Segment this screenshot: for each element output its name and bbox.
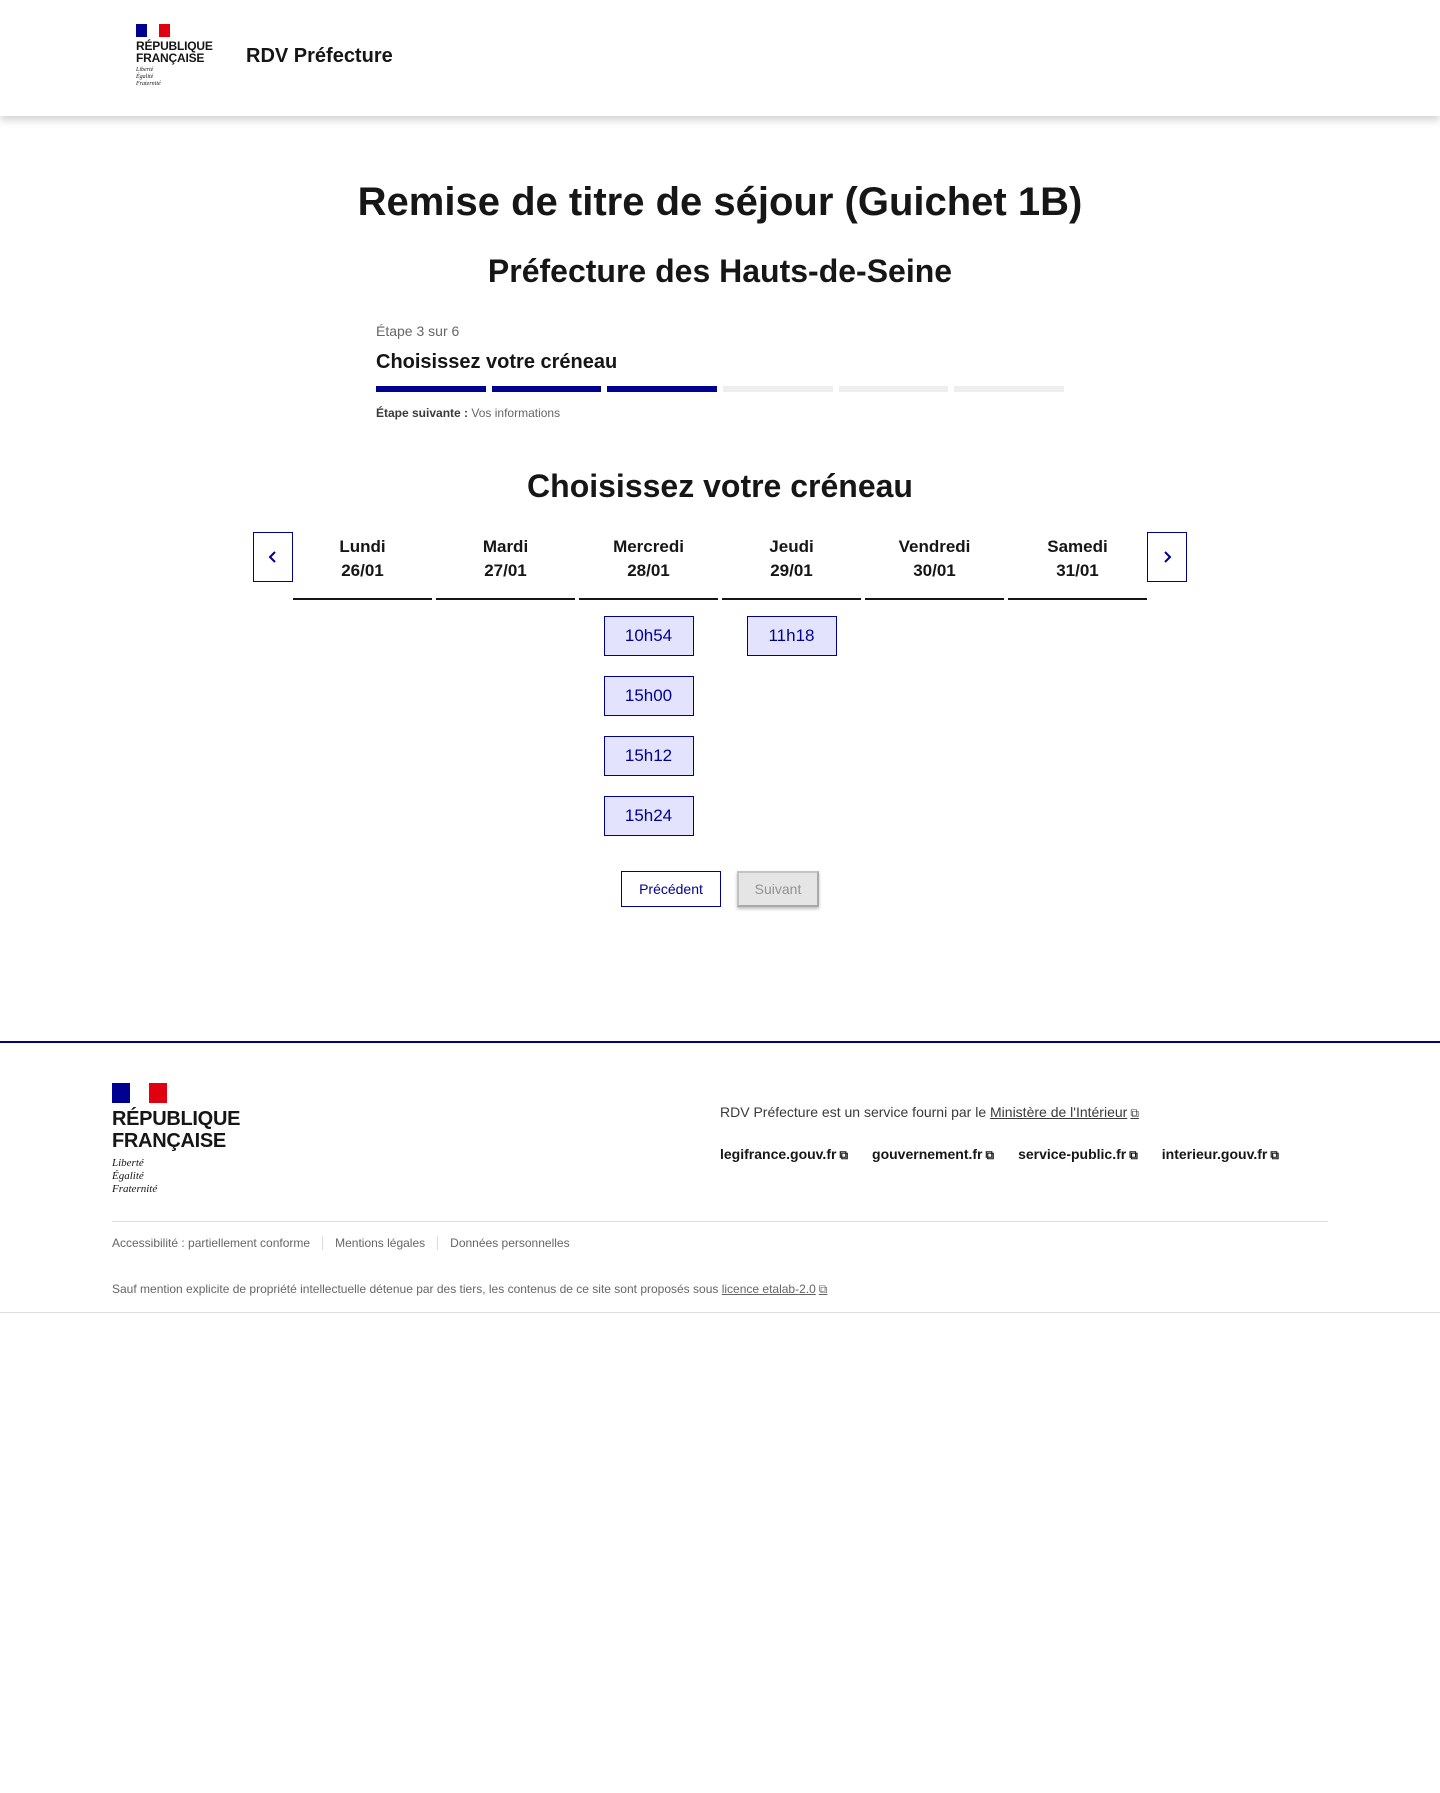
day-name: Lundi (339, 537, 386, 556)
day-header (293, 532, 432, 600)
day-name: Mercredi (613, 537, 684, 556)
site-header (0, 0, 1440, 116)
license-link[interactable] (722, 1282, 828, 1296)
day-column (722, 532, 861, 836)
time-slot-button[interactable]: 15h12 (604, 736, 694, 776)
day-date: 31/01 (1056, 561, 1099, 580)
footer-motto-fraternite: Fraternité (112, 1183, 158, 1195)
external-link-icon: ⧉ (1129, 1148, 1138, 1162)
previous-week-button[interactable] (253, 532, 293, 582)
time-slots (865, 600, 1004, 616)
footer-bottom-links (112, 1236, 582, 1250)
logo-motto (136, 67, 216, 88)
time-slots (436, 600, 575, 616)
step-bar (607, 386, 717, 392)
day-name: Vendredi (898, 537, 971, 556)
french-flag-icon (136, 24, 170, 37)
day-date: 29/01 (770, 561, 813, 580)
step-bar (492, 386, 602, 392)
footer-logo-line2: FRANÇAISE (112, 1130, 226, 1152)
service-title[interactable]: RDV Préfecture (246, 45, 393, 67)
logo-line1: RÉPUBLIQUE (136, 39, 213, 53)
calendar-days (293, 532, 1147, 836)
day-header (1008, 532, 1147, 600)
license-link-label: licence etalab-2.0 (721, 1282, 816, 1296)
footer-logo-line1: RÉPUBLIQUE (112, 1108, 241, 1130)
step-title: Choisissez votre créneau (376, 351, 618, 373)
stepper (376, 323, 1064, 420)
step-next (376, 406, 1064, 420)
republique-francaise-logo[interactable] (136, 24, 216, 96)
previous-button[interactable]: Précédent (621, 871, 721, 907)
next-button[interactable]: Suivant (737, 871, 819, 907)
chevron-left-icon (267, 550, 279, 564)
footer-bottom-link[interactable]: Mentions légales (322, 1236, 437, 1250)
footer-motto-egalite: Égalité (112, 1170, 144, 1182)
footer-description-text: RDV Préfecture est un service fourni par le (720, 1104, 987, 1120)
external-link-icon: ⧉ (985, 1148, 995, 1162)
footer-divider (112, 1221, 1328, 1222)
day-column (293, 532, 432, 836)
step-next-value: Vos informations (471, 406, 561, 420)
french-flag-icon (112, 1083, 167, 1103)
page-title: Remise de titre de séjour (Guichet 1B) (357, 180, 1083, 224)
external-link-icon: ⧉ (839, 1148, 849, 1162)
footer-license (112, 1282, 827, 1297)
calendar-title: Choisissez votre créneau (527, 468, 913, 504)
external-link-icon: ⧉ (818, 1282, 828, 1296)
day-name: Jeudi (769, 537, 814, 556)
footer-link[interactable] (1018, 1146, 1138, 1163)
day-date: 26/01 (341, 561, 384, 580)
motto-fraternite: Fraternité (136, 81, 161, 87)
footer-bottom-link[interactable]: Données personnelles (437, 1236, 581, 1250)
ministere-link-label: Ministère de l'Intérieur (990, 1104, 1128, 1120)
step-progress (376, 386, 1064, 392)
day-column (436, 532, 575, 836)
time-slot-button[interactable]: 15h24 (604, 796, 694, 836)
day-name: Mardi (482, 537, 529, 556)
footer-link[interactable] (1162, 1146, 1279, 1163)
footer-link[interactable] (872, 1146, 994, 1163)
page-end-divider (0, 1312, 1440, 1313)
day-header (436, 532, 575, 600)
time-slot-button[interactable]: 11h18 (747, 616, 837, 656)
chevron-right-icon (1161, 550, 1173, 564)
step-state: Étape 3 sur 6 (376, 323, 460, 339)
time-slots (579, 600, 718, 836)
footer-logo[interactable] (112, 1083, 240, 1196)
footer-link-label: gouvernement.fr (872, 1146, 983, 1162)
footer-links (720, 1146, 1279, 1163)
day-name: Samedi (1047, 537, 1108, 556)
step-bar (954, 386, 1064, 392)
time-slots (722, 600, 861, 656)
footer-link-label: interieur.gouv.fr (1161, 1146, 1268, 1162)
day-date: 27/01 (484, 561, 527, 580)
footer-bottom-link[interactable]: Accessibilité : partiellement conforme (112, 1236, 311, 1250)
ministere-link[interactable] (990, 1104, 1139, 1120)
footer-link-label: service-public.fr (1018, 1146, 1127, 1162)
day-column (865, 532, 1004, 836)
external-link-icon: ⧉ (1270, 1148, 1279, 1162)
external-link-icon: ⧉ (1130, 1106, 1139, 1120)
step-bar (839, 386, 949, 392)
footer-logo-motto (112, 1157, 240, 1196)
day-date: 28/01 (627, 561, 670, 580)
time-slot-button[interactable]: 10h54 (604, 616, 694, 656)
day-header (722, 532, 861, 600)
time-slots (1008, 600, 1147, 616)
day-column (1008, 532, 1147, 836)
site-footer (0, 1041, 1440, 1313)
motto-liberte: Liberté (136, 67, 154, 73)
next-week-button[interactable] (1147, 532, 1187, 582)
logo-line2: FRANÇAISE (136, 51, 205, 65)
footer-link[interactable] (720, 1146, 848, 1163)
step-bar (376, 386, 486, 392)
motto-egalite: Égalité (136, 74, 154, 80)
day-header (865, 532, 1004, 600)
footer-motto-liberte: Liberté (112, 1157, 144, 1169)
step-bar (723, 386, 833, 392)
day-date: 30/01 (913, 561, 956, 580)
footer-description (720, 1104, 1139, 1121)
day-header (579, 532, 718, 600)
license-text: Sauf mention explicite de propriété intellectuelle détenue par des tiers, les contenus de ce site sont proposés sous (112, 1282, 719, 1296)
time-slots (293, 600, 432, 616)
footer-link-label: legifrance.gouv.fr (720, 1146, 837, 1162)
page-subtitle: Préfecture des Hauts-de-Seine (487, 253, 953, 289)
time-slot-button[interactable]: 15h00 (604, 676, 694, 716)
day-column (579, 532, 718, 836)
step-next-label: Étape suivante : (376, 406, 469, 420)
